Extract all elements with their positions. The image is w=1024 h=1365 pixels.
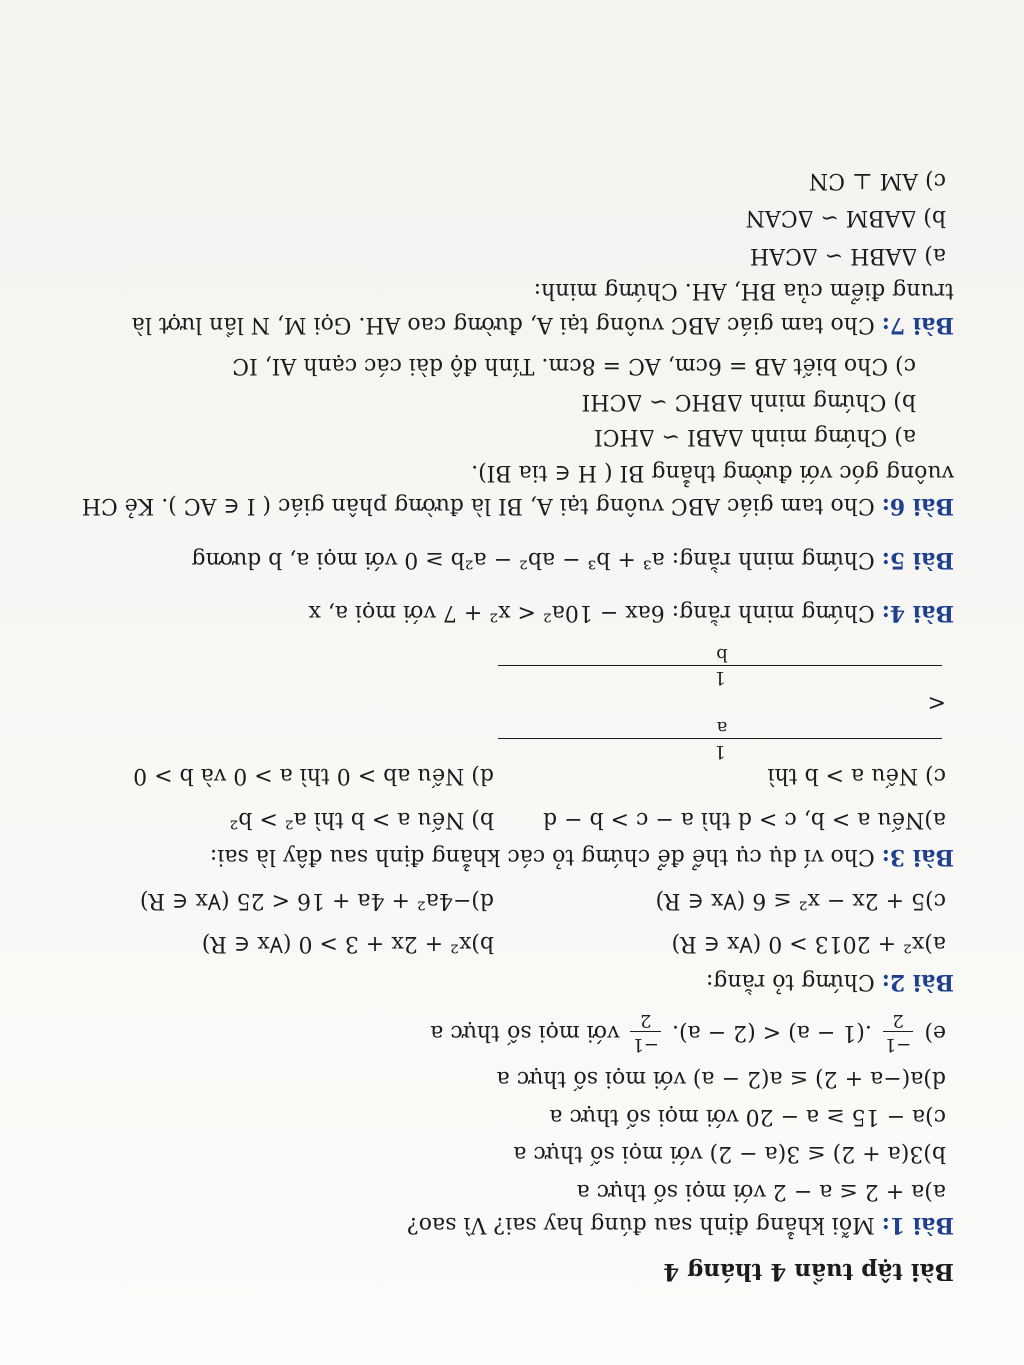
exercise-4-text: Chứng minh rằng: 6ax − 10a² < x² + 7 với mọi a, x — [308, 600, 875, 626]
exercise-1-e-prefix: e) — [924, 1019, 946, 1045]
exercise-3-row-2 — [54, 642, 946, 789]
exercise-2-row-1 — [54, 930, 946, 958]
exercise-6-c: c) Cho biết AB = 6cm, AC = 8cm. Tính độ dài các cạnh AI, IC — [232, 353, 916, 379]
exercise-3 — [54, 843, 954, 871]
fraction — [630, 1009, 661, 1055]
exercise-6 — [54, 492, 954, 520]
fraction-numerator: −1 — [630, 1031, 661, 1055]
exercise-3-label: Bài 3: — [881, 844, 954, 871]
exercise-6-text: Cho tam giác ABC vuông tại A, BI là đường phân giác ( I ∈ AC ). Kẻ CH — [81, 493, 875, 519]
fraction — [502, 716, 942, 762]
exercise-2-c: c)5 + 2x − x² ≤ 6 (∀x ∈ R) — [655, 887, 946, 913]
fraction-numerator: −1 — [883, 1031, 914, 1055]
exercise-2-b: b)x² + 2x + 3 > 0 (∀x ∈ R) — [201, 931, 494, 957]
exercise-1-e-suffix: với mọi số thực a — [430, 1019, 620, 1045]
exercise-2-d: d)−4a² + 4a + 16 < 25 (∀x ∈ R) — [139, 887, 494, 913]
exercise-7-b: b) ΔABM ∽ ΔCAN — [745, 205, 946, 231]
less-than-sign: < — [927, 689, 946, 715]
exercise-1 — [54, 1211, 954, 1239]
exercise-3-d: d) Nếu ab > 0 thì a > 0 và b > 0 — [133, 763, 494, 789]
exercise-1-a: a)a + 2 ≤ a − 2 với mọi số thực a — [576, 1178, 946, 1204]
fraction — [883, 1009, 914, 1055]
fraction-numerator: 1 — [498, 665, 942, 689]
exercise-3-b: b) Nếu a > b thì a² > b² — [229, 806, 494, 832]
exercise-7-a: a) ΔABH ∽ ΔCAH — [749, 242, 946, 268]
fraction-denominator: b — [716, 643, 728, 665]
exercise-1-e — [54, 1009, 946, 1055]
exercise-7 — [54, 310, 954, 338]
exercise-3-prompt: Cho ví dụ cụ thể để chứng tỏ các khẳng định sau đây là sai: — [209, 844, 875, 870]
exercise-6-text-continued: vuông góc với đường thẳng BI ( H ∈ tia BI). — [471, 459, 954, 485]
fraction-denominator: a — [716, 717, 728, 739]
exercise-7-text-continued: trung điểm của BH, AH. Chứng minh: — [533, 278, 954, 304]
exercise-3-a: a)Nếu a > b, c > d thì a − c > b − d — [543, 806, 946, 832]
exercise-1-d: d)a(−a + 2) ≤ a(2 − a) với mọi số thực a — [496, 1066, 946, 1092]
exercise-2-row-2 — [54, 886, 946, 914]
exercise-3-c-prefix: c) Nếu a > b thì — [767, 763, 946, 789]
exercise-7-c: c) AM ⊥ CN — [808, 167, 946, 193]
exercise-5-text: Chứng minh rằng: a³ + b³ − ab² − a²b ≥ 0 với mọi a, b dương — [191, 546, 875, 572]
exercise-4 — [54, 599, 954, 627]
exercise-1-label: Bài 1: — [881, 1212, 954, 1239]
exercise-7-text: Cho tam giác ABC vuông tại A, đường cao AH. Gọi M, N lần lượt là — [131, 311, 875, 337]
fraction-numerator: 1 — [498, 738, 942, 762]
exercise-5-label: Bài 5: — [881, 546, 954, 573]
exercise-6-a: a) Chứng minh ΔABI ∽ ΔHCI — [594, 424, 916, 450]
fraction-denominator: 2 — [892, 1010, 904, 1032]
exercise-6-label: Bài 6: — [881, 493, 954, 520]
exercise-5 — [54, 545, 954, 573]
exercise-3-c — [506, 642, 946, 789]
exercise-2-prompt: Chứng tỏ rằng: — [705, 968, 875, 994]
exercise-6-b: b) Chứng minh ΔBHC ∽ ΔCHI — [581, 388, 916, 414]
document-content — [54, 156, 954, 1285]
exercise-2-a: a)x² + 2013 > 0 (∀x ∈ R) — [671, 931, 946, 957]
exercise-4-label: Bài 4: — [881, 600, 954, 627]
exercise-1-e-middle: .(1 − a) < (2 − a). — [672, 1019, 872, 1045]
page-title: Bài tập tuần 4 tháng 4 — [663, 1258, 954, 1285]
fraction-denominator: 2 — [640, 1010, 652, 1032]
exercise-2-label: Bài 2: — [881, 968, 954, 995]
exercise-1-b: b)3(a + 2) ≤ 3(a − 2) với mọi số thực a — [513, 1141, 946, 1167]
exercise-3-row-1 — [54, 805, 946, 833]
exercise-2 — [54, 967, 954, 995]
fraction — [502, 642, 942, 688]
exercise-1-c: c)a − 15 ≥ a − 20 với mọi số thực a — [549, 1103, 946, 1129]
exercise-1-prompt: Mỗi khẳng định sau đúng hay sai? Vì sao? — [407, 1212, 875, 1238]
exercise-7-label: Bài 7: — [881, 311, 954, 338]
